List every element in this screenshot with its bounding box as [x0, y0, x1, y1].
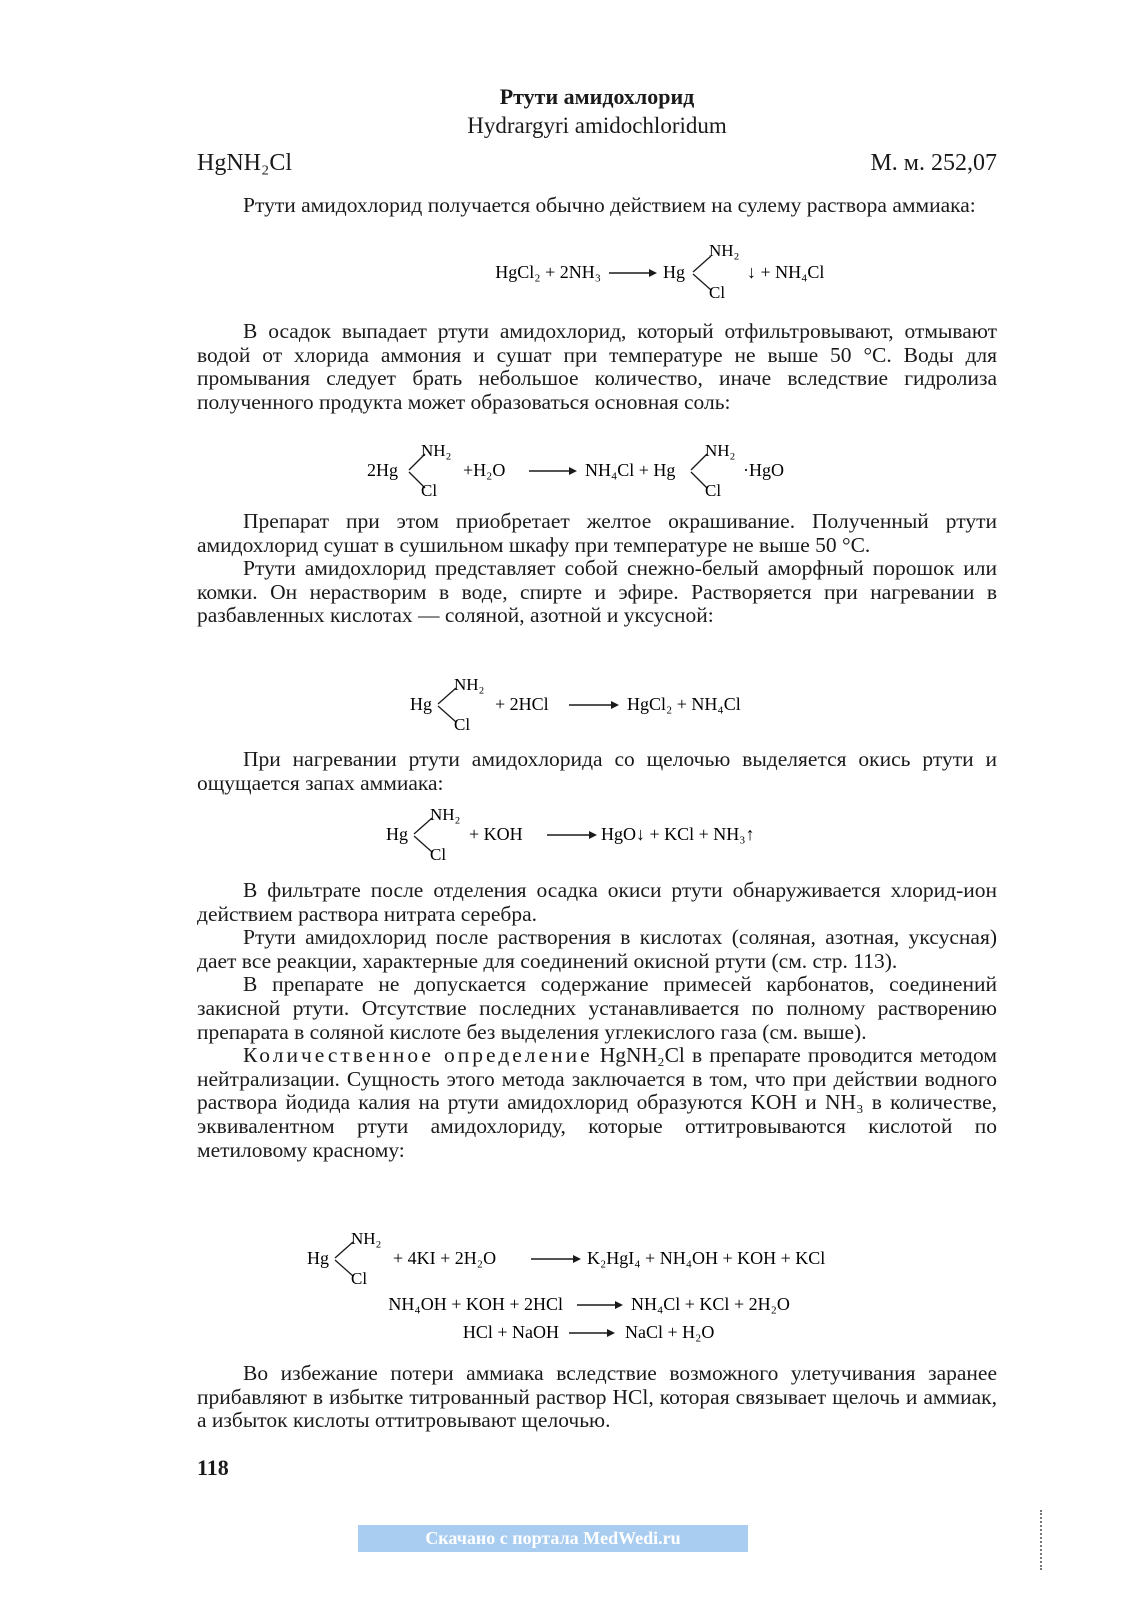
scan-specks — [1040, 1510, 1046, 1570]
paragraph: В осадок выпадает ртути амидохлорид, который отфильтровывают, отмывают водой от хлорида аммония и сушат при температуре не выше 50 °C. Воды для промывания следует брать небольшое количество, иначе вследствие гидролиза полученного продукта может образоваться основная соль: — [197, 319, 997, 414]
equation-svg — [197, 672, 997, 734]
eq-products: HgO↓ + KCl + NH₃↑ — [601, 824, 755, 844]
equation-svg — [197, 438, 997, 500]
eq-cl: Cl — [351, 1269, 368, 1288]
paragraph: Препарат при этом приобретает желтое окрашивание. Полученный ртути амидохлорид сушат в сушильном шкафу при температуре не выше 50 °C. — [197, 509, 997, 557]
eq-nh2: NH₂ — [454, 675, 485, 694]
eq-products: HgCl₂ + NH₄Cl — [627, 694, 741, 714]
equation-1 — [197, 240, 997, 307]
eq-reactants: HCl + NaOH — [462, 1322, 559, 1342]
equation-svg — [197, 1290, 997, 1318]
text-block-5 — [197, 879, 997, 1162]
molar-mass: М. м. 252,07 — [870, 150, 997, 176]
latin-name: Hydrargyri amidochloridum — [467, 113, 727, 138]
eq-products: NaCl + H₂O — [625, 1322, 715, 1342]
eq-cl: Cl — [705, 481, 722, 500]
eq-reactants: HgCl₂ + 2NH₃ — [495, 262, 601, 282]
equation-svg — [197, 240, 997, 302]
eq-reagent: + KOH — [469, 824, 523, 844]
spaced-heading: Количественное определение — [243, 1043, 593, 1068]
equation-svg — [197, 1226, 997, 1288]
text-block-1 — [197, 194, 997, 218]
eq-products: K₂HgI₄ + NH₄OH + KOH + KCl — [587, 1248, 826, 1268]
eq-products: NH₄Cl + KCl + 2H₂O — [631, 1294, 790, 1314]
page-number: 118 — [197, 1455, 229, 1480]
eq-products: ↓ + NH₄Cl — [747, 262, 825, 282]
paragraph: Ртути амидохлорид после растворения в кислотах (соляная, азотная, уксусная) дает все реакции, характерные для соединений окисной ртути (см. стр. 113). — [197, 925, 997, 973]
equation-svg — [197, 1318, 997, 1346]
paragraph — [197, 1044, 997, 1162]
eq-cl: Cl — [709, 283, 726, 302]
eq-hg: Hg — [663, 262, 685, 282]
eq-hg: Hg — [386, 824, 408, 844]
paragraph: При нагревании ртути амидохлорида со щелочью выделяется окись ртути и ощущается запах аммиака: — [197, 747, 997, 795]
equation-7 — [197, 1318, 997, 1351]
eq-nh2: NH₂ — [430, 805, 461, 824]
eq-nh2: NH₂ — [351, 1229, 382, 1248]
eq-cl: Cl — [430, 845, 447, 864]
paragraph-text: HgNH₂Cl в препарате проводится методом нейтрализации. Сущность этого метода заключается в том, что при действии водного раствора йодида калия на ртути амидохлорид образуются KOH и NH₃ в количестве, эквивалентном ртути амидохлориду, которые оттитровываются кислотой по метиловому красному: — [197, 1043, 998, 1162]
eq-products: NH₄Cl + Hg — [585, 460, 676, 480]
eq-hg: Hg — [307, 1248, 329, 1268]
eq-tail: ·HgO — [743, 460, 784, 480]
eq-nh2: NH₂ — [705, 441, 736, 460]
eq-nh2: NH₂ — [709, 241, 740, 260]
text-block-4 — [197, 748, 997, 795]
eq-cl: Cl — [454, 715, 471, 734]
chemical-formula: HgNH₂Cl — [197, 150, 293, 176]
equation-4 — [197, 802, 997, 869]
eq-reagent: + 4KI + 2H₂O — [393, 1248, 497, 1268]
paragraph: В препарате не допускается содержание примесей карбонатов, соединений закисной ртути. Отсутствие последних устанавливается по полному растворению препарата в соляной кислоте без выделения углекислого газа (см. выше). — [197, 972, 997, 1044]
paragraph: Во избежание потери аммиака вследствие возможного улетучивания заранее прибавляют в избытке титрованный раствор HCl, которая связывает щелочь и аммиак, а избыток кислоты оттитровывают щелочью. — [197, 1361, 997, 1433]
text-block-3 — [197, 510, 997, 628]
equation-3 — [197, 672, 997, 739]
watermark-link[interactable]: Скачано с портала MedWedi.ru — [358, 1525, 748, 1552]
paragraph: Ртути амидохлорид получается обычно действием на сулему раствора аммиака: — [243, 193, 976, 217]
equation-5 — [197, 1226, 997, 1293]
eq-reagent: + 2HCl — [495, 694, 549, 714]
eq-hg: 2Hg — [367, 460, 398, 480]
paragraph: Ртути амидохлорид представляет собой снежно-белый аморфный порошок или комки. Он нерастворим в воде, спирте и эфире. Растворяется при нагревании в разбавленных кислотах — соляной, азотной и уксусной: — [197, 556, 997, 628]
equation-svg — [197, 802, 997, 864]
eq-cl: Cl — [421, 481, 438, 500]
text-block-6 — [197, 1362, 997, 1433]
eq-water: +H₂O — [463, 460, 506, 480]
eq-nh2: NH₂ — [421, 441, 452, 460]
eq-reactants: NH₄OH + KOH + 2HCl — [388, 1294, 563, 1314]
paragraph: В фильтрате после отделения осадка окиси ртути обнаруживается хлорид-ион действием раствора нитрата серебра. — [197, 878, 997, 926]
equation-2 — [197, 438, 997, 505]
text-block-2 — [197, 320, 997, 414]
page-title: Ртути амидохлорид — [499, 84, 695, 109]
eq-hg: Hg — [410, 694, 432, 714]
